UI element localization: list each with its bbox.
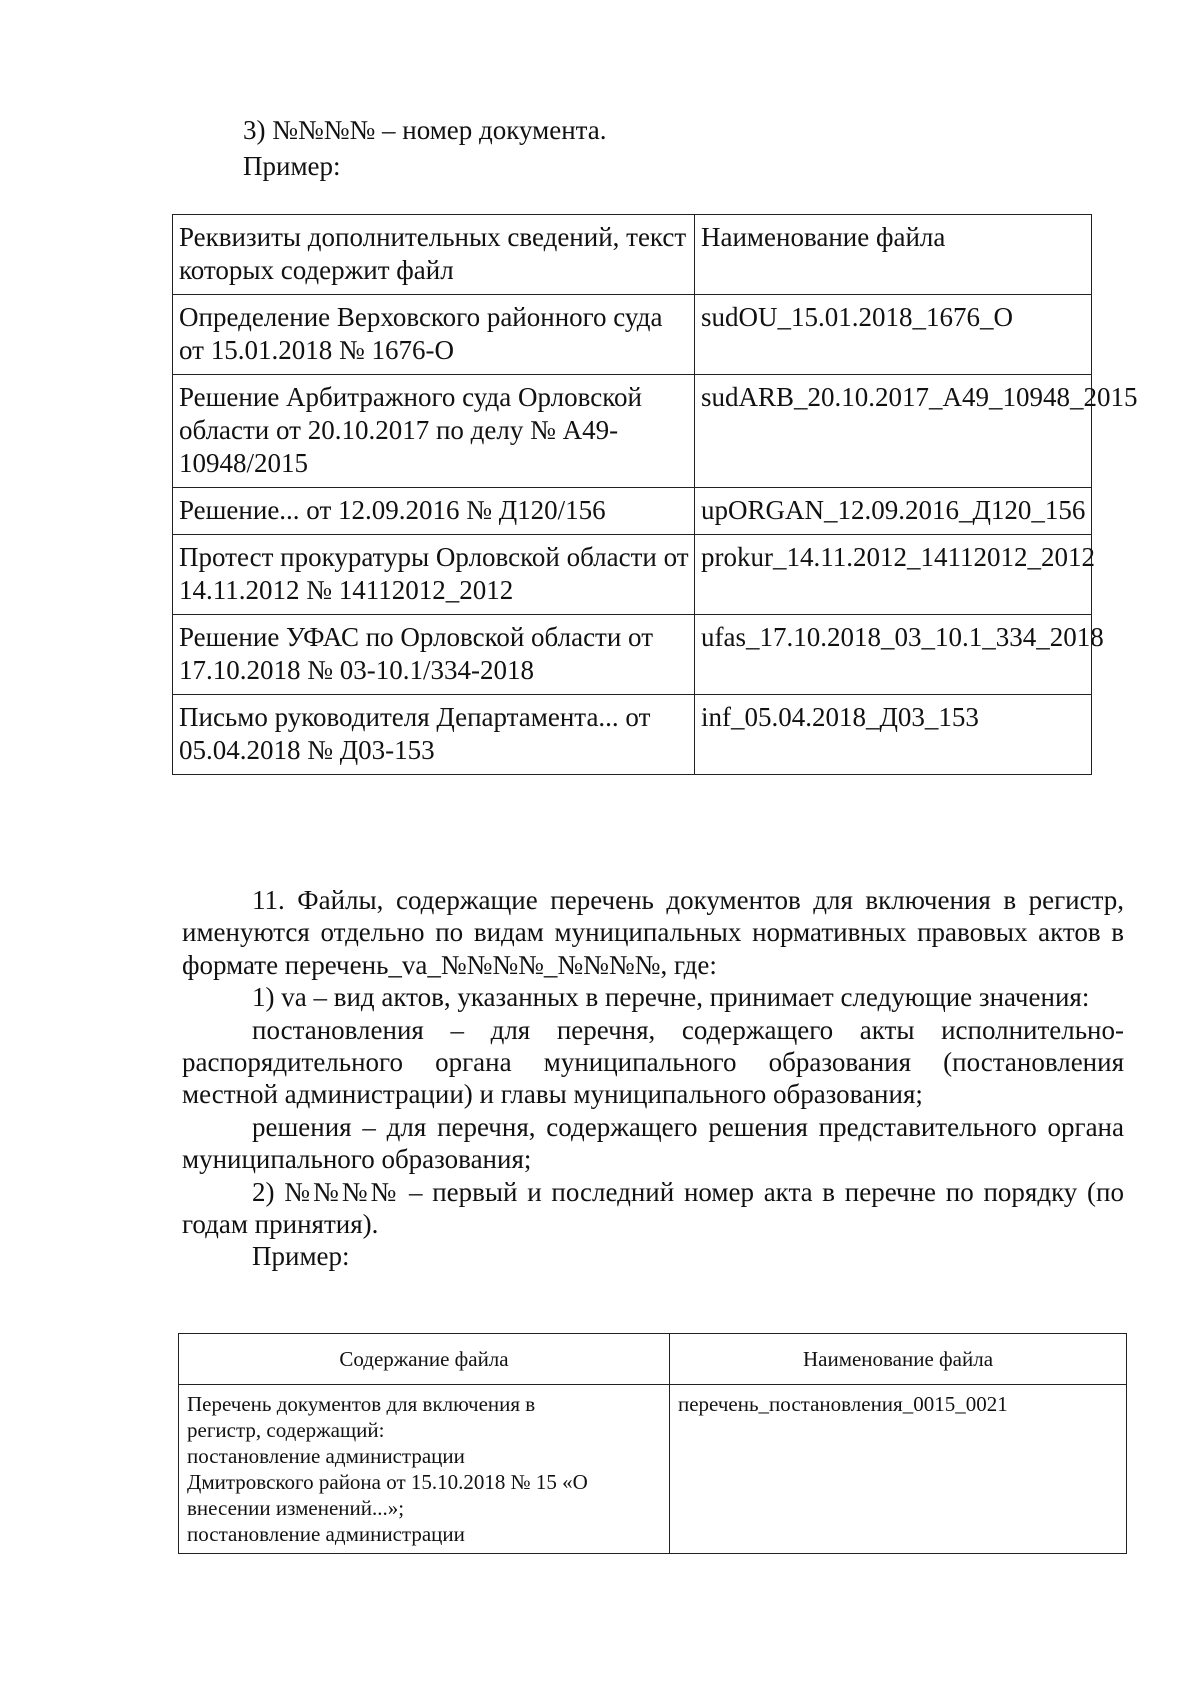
table-row bbox=[173, 615, 1092, 695]
requisites-cell: Решение... от 12.09.2016 № Д120/156 bbox=[173, 488, 695, 535]
content-line: внесении изменений...»; bbox=[187, 1496, 405, 1520]
example-label: Пример: bbox=[243, 151, 341, 181]
file-name-cell: inf_05.04.2018_Д03_153 bbox=[695, 695, 1092, 775]
list-file-example-table bbox=[178, 1333, 1127, 1554]
table-row bbox=[173, 295, 1092, 375]
content-line: регистр, содержащий: bbox=[187, 1418, 385, 1442]
file-name-cell: prokur_14.11.2012_14112012_2012 bbox=[695, 535, 1092, 615]
content-line: Дмитровского района от 15.10.2018 № 15 «О bbox=[187, 1470, 588, 1494]
requisites-cell: Протест прокуратуры Орловской области от 14.11.2012 № 14112012_2012 bbox=[173, 535, 695, 615]
table-row bbox=[173, 695, 1092, 775]
paragraph-va: 1) va – вид актов, указанных в перечне, принимает следующие значения: bbox=[252, 982, 1090, 1013]
file-naming-example-table bbox=[172, 214, 1138, 775]
file-name-cell: ufas_17.10.2018_03_10.1_334_2018 bbox=[695, 615, 1092, 695]
table-header-row bbox=[179, 1334, 1127, 1385]
file-name-cell: sudOU_15.01.2018_1676_О bbox=[695, 295, 1092, 375]
file-name-cell: перечень_постановления_0015_0021 bbox=[670, 1385, 1127, 1554]
requisites-cell: Определение Верховского районного суда от 15.01.2018 № 1676-О bbox=[173, 295, 695, 375]
file-content-cell bbox=[179, 1385, 670, 1554]
table-row bbox=[173, 535, 1092, 615]
table-row bbox=[179, 1385, 1127, 1554]
paragraph-numbers: 2) №№№№ – первый и последний номер акта в перечне по порядку (по годам принятия). bbox=[182, 1176, 1124, 1240]
item-3-text: 3) №№№№ – номер документа. bbox=[243, 115, 607, 145]
file-name-cell: upORGAN_12.09.2016_Д120_156 bbox=[695, 488, 1092, 535]
content-line: постановление администрации bbox=[187, 1444, 465, 1468]
requisites-cell: Письмо руководителя Департамента... от 05.04.2018 № Д03-153 bbox=[173, 695, 695, 775]
table-row bbox=[173, 488, 1092, 535]
content-line: постановление администрации bbox=[187, 1522, 465, 1546]
requisites-cell: Решение Арбитражного суда Орловской области от 20.10.2017 по делу № А49-10948/2015 bbox=[173, 375, 695, 488]
table-header-row bbox=[173, 215, 1092, 295]
requisites-cell: Решение УФАС по Орловской области от 17.10.2018 № 03-10.1/334-2018 bbox=[173, 615, 695, 695]
header-cell-file-content: Содержание файла bbox=[179, 1334, 670, 1385]
section-11-text bbox=[182, 884, 1124, 1273]
example-label-2: Пример: bbox=[252, 1241, 350, 1272]
file-name-cell: sudARB_20.10.2017_А49_10948_2015 bbox=[695, 375, 1092, 488]
paragraph-resheniya: решения – для перечня, содержащего решения представительного органа муниципального образования; bbox=[182, 1111, 1124, 1175]
header-cell-file-name: Наименование файла bbox=[670, 1334, 1127, 1385]
header-cell-requisites: Реквизиты дополнительных сведений, текст которых содержит файл bbox=[173, 215, 695, 295]
intro-block bbox=[243, 112, 607, 184]
table-row bbox=[173, 375, 1092, 488]
paragraph-11: 11. Файлы, содержащие перечень документов для включения в регистр, именуются отдельно по видам муниципальных нормативных правовых актов в формате перечень_va_№№№№_№№№№, где: bbox=[182, 885, 1124, 980]
content-line: Перечень документов для включения в bbox=[187, 1392, 536, 1416]
paragraph-postanovleniya: постановления – для перечня, содержащего акты исполнительно-распорядительного органа муниципального образования (постановления местной администрации) и главы муниципального образования; bbox=[182, 1014, 1124, 1110]
header-cell-file-name: Наименование файла bbox=[695, 215, 1092, 295]
